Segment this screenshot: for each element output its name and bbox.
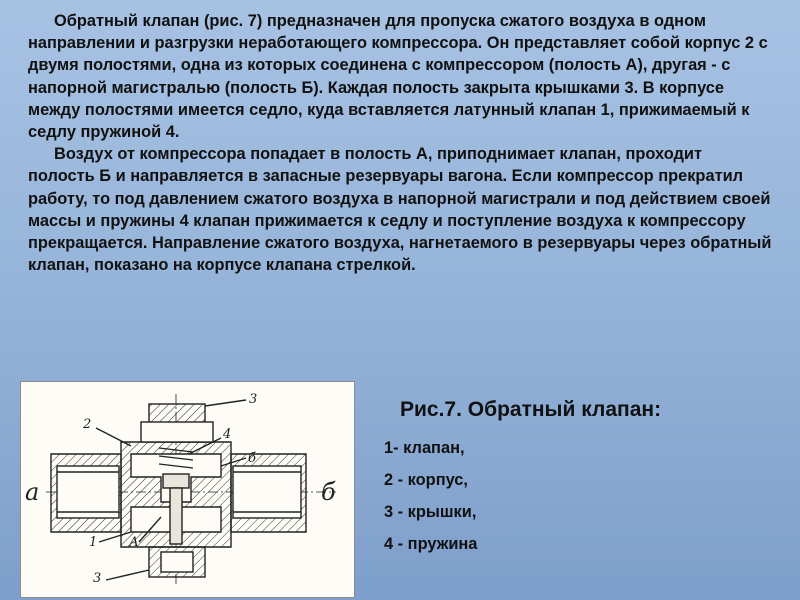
label-left-a: а [25, 478, 40, 506]
callout-3-top: 3 [249, 392, 258, 407]
check-valve-drawing [20, 381, 355, 598]
figure-caption: Рис.7. Обратный клапан: [400, 398, 662, 421]
legend-item: 4 - пружина [384, 535, 478, 553]
callout-2: 2 [83, 417, 92, 432]
label-right-b: б [321, 478, 336, 506]
legend-item: 1- клапан, [384, 439, 465, 457]
legend-item: 2 - корпус, [384, 471, 468, 489]
callout-1: 1 [89, 535, 98, 550]
legend-item: 3 - крышки, [384, 503, 477, 521]
callout-3-bottom: 3 [93, 571, 102, 586]
description-text [28, 10, 773, 276]
figure-legend [384, 432, 477, 560]
callout-cavity-a: А [129, 535, 139, 550]
paragraph-1: Обратный клапан (рис. 7) предназначен для пропуска сжатого воздуха в одном направлении и разгрузки неработающего компрессора. Он представляет собой корпус 2 с двумя полостями, одна из которых соединена с компрессором (полость А), другая - с напорной магистралью (полость Б). Каждая полость закрыта крышками 3. В корпусе между полостями имеется седло, куда вставляется латунный клапан 1, прижимаемый к седлу пружиной 4. [28, 12, 768, 142]
callout-4: 4 [223, 427, 232, 442]
valve-cross-section [21, 382, 354, 597]
paragraph-2: Воздух от компрессора попадает в полость А, приподнимает клапан, проходит полость Б и направляется в запасные резервуары вагона. Если компрессор прекратил работу, то под давлением сжатого воздуха в напорной магистрали и под действием своей массы и пружины 4 клапан прижимается к седлу и поступление воздуха к компрессору прекращается. Направление сжатого воздуха, нагнетаемого в резервуары через обратный клапан, показано на корпусе клапана стрелкой. [28, 145, 772, 275]
callout-cavity-b: б [248, 451, 256, 466]
